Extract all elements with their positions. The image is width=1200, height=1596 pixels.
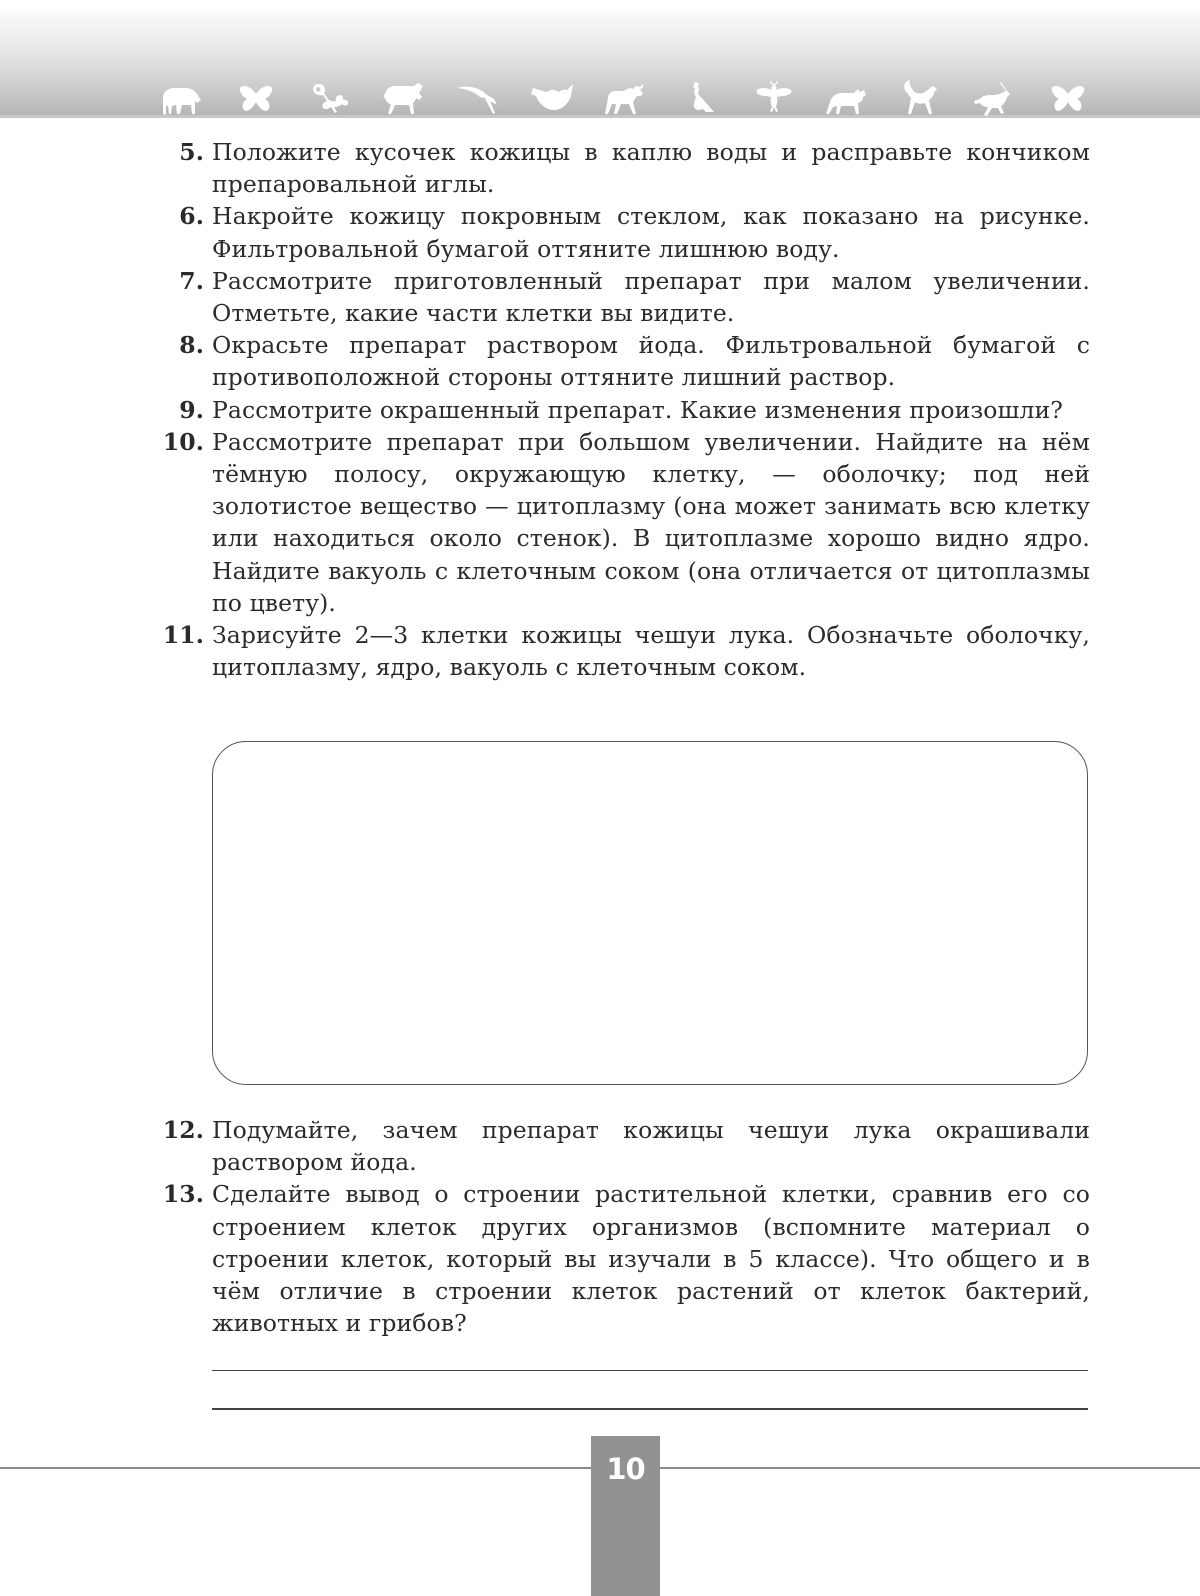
antelope-icon <box>972 80 1016 116</box>
drawing-area-box[interactable] <box>212 741 1088 1085</box>
step-text: Положите кусочек кожицы в каплю воды и расправьте кончиком препаровальной иглы. <box>212 138 1090 199</box>
step-item <box>160 1114 1090 1178</box>
step-number: 9. <box>179 395 204 424</box>
scorpion-icon <box>308 80 352 116</box>
step-number: 10. <box>162 427 204 456</box>
step-text: Сделайте вывод о строении растительной клетки, сравнив его со строением клеток других организмов (вспомните материал о строении клеток, который вы изучали в 5 классе). Что общего и в чём отличие в строении клеток растений от клеток бактерий, животных и грибов? <box>212 1180 1090 1338</box>
answer-line[interactable] <box>212 1408 1088 1410</box>
insect-icon <box>751 80 795 116</box>
step-item <box>160 1178 1090 1339</box>
step-item <box>160 329 1090 393</box>
dolphin-icon <box>529 80 573 116</box>
horse-icon <box>381 80 425 116</box>
moose-icon <box>603 80 647 116</box>
step-text: Рассмотрите препарат при большом увеличении. Найдите на нём тёмную полосу, окружающую клетку, — оболочку; под ней золотистое вещество — цитоплазму (она может занимать всю клетку или находиться около стенок). В цитоплазме хорошо видно ядро. Найдите вакуоль с клеточным соком (она отличается от цитоплазмы по цвету). <box>212 427 1090 617</box>
step-text: Рассмотрите приготовленный препарат при малом увеличении. Отметьте, какие части клетки вы видите. <box>212 266 1090 328</box>
step-item <box>160 394 1090 426</box>
step-number: 6. <box>179 202 204 231</box>
step-number: 5. <box>179 138 204 166</box>
bird-icon <box>677 80 721 116</box>
cat-icon <box>898 80 942 116</box>
step-item <box>160 619 1090 683</box>
step-number: 8. <box>179 331 204 360</box>
instruction-list-part1 <box>160 136 1090 683</box>
step-item <box>160 426 1090 619</box>
instruction-list-part2 <box>160 1114 1090 1339</box>
step-item <box>160 136 1090 200</box>
step-text: Накройте кожицу покровным стеклом, как показано на рисунке. Фильтровальной бумагой оттяните лишнюю воду. <box>212 202 1090 263</box>
step-text: Зарисуйте 2—3 клетки кожицы чешуи лука. Обозначьте оболочку, цитоплазму, ядро, вакуоль с клеточным соком. <box>212 621 1090 682</box>
rhino-icon <box>824 80 868 116</box>
page-number: 10 <box>606 1452 645 1486</box>
butterfly-icon <box>1046 80 1090 116</box>
step-number: 12. <box>162 1116 204 1144</box>
swallow-icon <box>455 80 499 116</box>
step-item <box>160 265 1090 329</box>
page-number-tab <box>591 1436 660 1596</box>
step-text: Окрасьте препарат раствором йода. Фильтровальной бумагой с противоположной стороны оттяните лишний раствор. <box>212 331 1090 392</box>
step-number: 7. <box>179 266 204 295</box>
step-number: 13. <box>162 1180 204 1209</box>
step-text: Рассмотрите окрашенный препарат. Какие изменения произошли? <box>212 395 1063 424</box>
animal-silhouette-strip <box>160 74 1090 116</box>
step-item <box>160 200 1090 264</box>
butterfly-icon <box>234 80 278 116</box>
step-text: Подумайте, зачем препарат кожицы чешуи лука окрашивали раствором йода. <box>212 1116 1090 1177</box>
step-number: 11. <box>162 621 204 650</box>
bison-icon <box>160 80 204 116</box>
answer-line[interactable] <box>212 1370 1088 1371</box>
